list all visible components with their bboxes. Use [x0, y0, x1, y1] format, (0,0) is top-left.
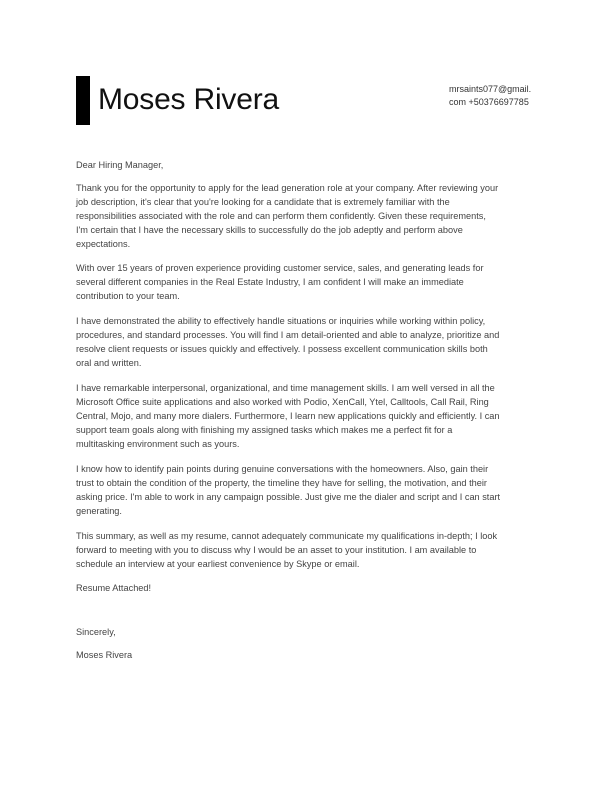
text-line: Microsoft Office suite applications and also worked with Podio, XenCall, Ytel, Calltools, Call Rail, Ring	[76, 397, 489, 407]
attachment-note	[76, 581, 151, 595]
text-line: This summary, as well as my resume, cannot adequately communicate my qualifications in-depth; I look	[76, 531, 498, 541]
paragraph-6	[76, 529, 497, 571]
text-line: Thank you for the opportunity to apply for the lead generation role at your company. After reviewing your	[76, 183, 499, 193]
text-line: With over 15 years of proven experience providing customer service, sales, and generating leads for	[76, 263, 484, 273]
signature-text: Moses Rivera	[76, 650, 133, 660]
contact-line: com +50376697785	[449, 97, 529, 107]
text-line: contribution to your team.	[76, 291, 180, 301]
text-line: I have remarkable interpersonal, organizational, and time management skills. I am well versed in all the	[76, 383, 495, 393]
contact-info	[449, 83, 531, 109]
paragraph-1	[76, 181, 498, 251]
text-line: oral and written.	[76, 358, 142, 368]
text-line: trust to obtain the condition of the property, the timeline they have for selling, the motivation, and their	[76, 478, 487, 488]
text-line: support team goals along with finishing my assigned tasks which makes me a perfect fit for a	[76, 425, 453, 435]
attachment-note-text: Resume Attached!	[76, 583, 152, 593]
header-accent-bar	[76, 76, 90, 125]
text-line: several different companies in the Real Estate Industry, I am confident I will make an immediate	[76, 277, 464, 287]
greeting	[76, 158, 163, 172]
text-line: resolve client requests or issues quickly and effectively. I possess excellent communication skills both	[76, 344, 488, 354]
paragraph-5	[76, 462, 500, 518]
text-line: I'm certain that I have the necessary skills to successfully do the job adeptly and perform above	[76, 225, 463, 235]
text-line: I have demonstrated the ability to effectively handle situations or inquiries while working within policy,	[76, 316, 486, 326]
closing	[76, 625, 116, 639]
text-line: asking price. I'm able to work in any campaign possible. Just give me the dialer and script and I can start	[76, 492, 501, 502]
text-line: schedule an interview at your earliest convenience by Skype or email.	[76, 559, 360, 569]
applicant-name: Moses Rivera	[98, 83, 279, 116]
text-line: generating.	[76, 506, 122, 516]
text-line: responsibilities associated with the role and can perform them confidently. Given these requirements,	[76, 211, 486, 221]
paragraph-2	[76, 261, 484, 303]
text-line: job description, it's clear that you're looking for a candidate that is extremely familiar with the	[76, 197, 450, 207]
text-line: procedures, and standard processes. You will find I am detail-oriented and able to analyze, prioritize and	[76, 330, 500, 340]
contact-line: mrsaints077@gmail.	[449, 84, 532, 94]
closing-text: Sincerely,	[76, 627, 116, 637]
paragraph-4	[76, 381, 500, 451]
text-line: Central, Mojo, and many more dialers. Furthermore, I learn new applications quickly and efficiently. I can	[76, 411, 500, 421]
text-line: forward to meeting with you to discuss why I would be an asset to your institution. I am available to	[76, 545, 477, 555]
text-line: expectations.	[76, 239, 131, 249]
text-line: I know how to identify pain points during genuine conversations with the homeowners. Also, gain their	[76, 464, 489, 474]
text-line: multitasking environment such as yours.	[76, 439, 240, 449]
signature	[76, 648, 132, 662]
paragraph-3	[76, 314, 499, 370]
greeting-text: Dear Hiring Manager,	[76, 160, 164, 170]
